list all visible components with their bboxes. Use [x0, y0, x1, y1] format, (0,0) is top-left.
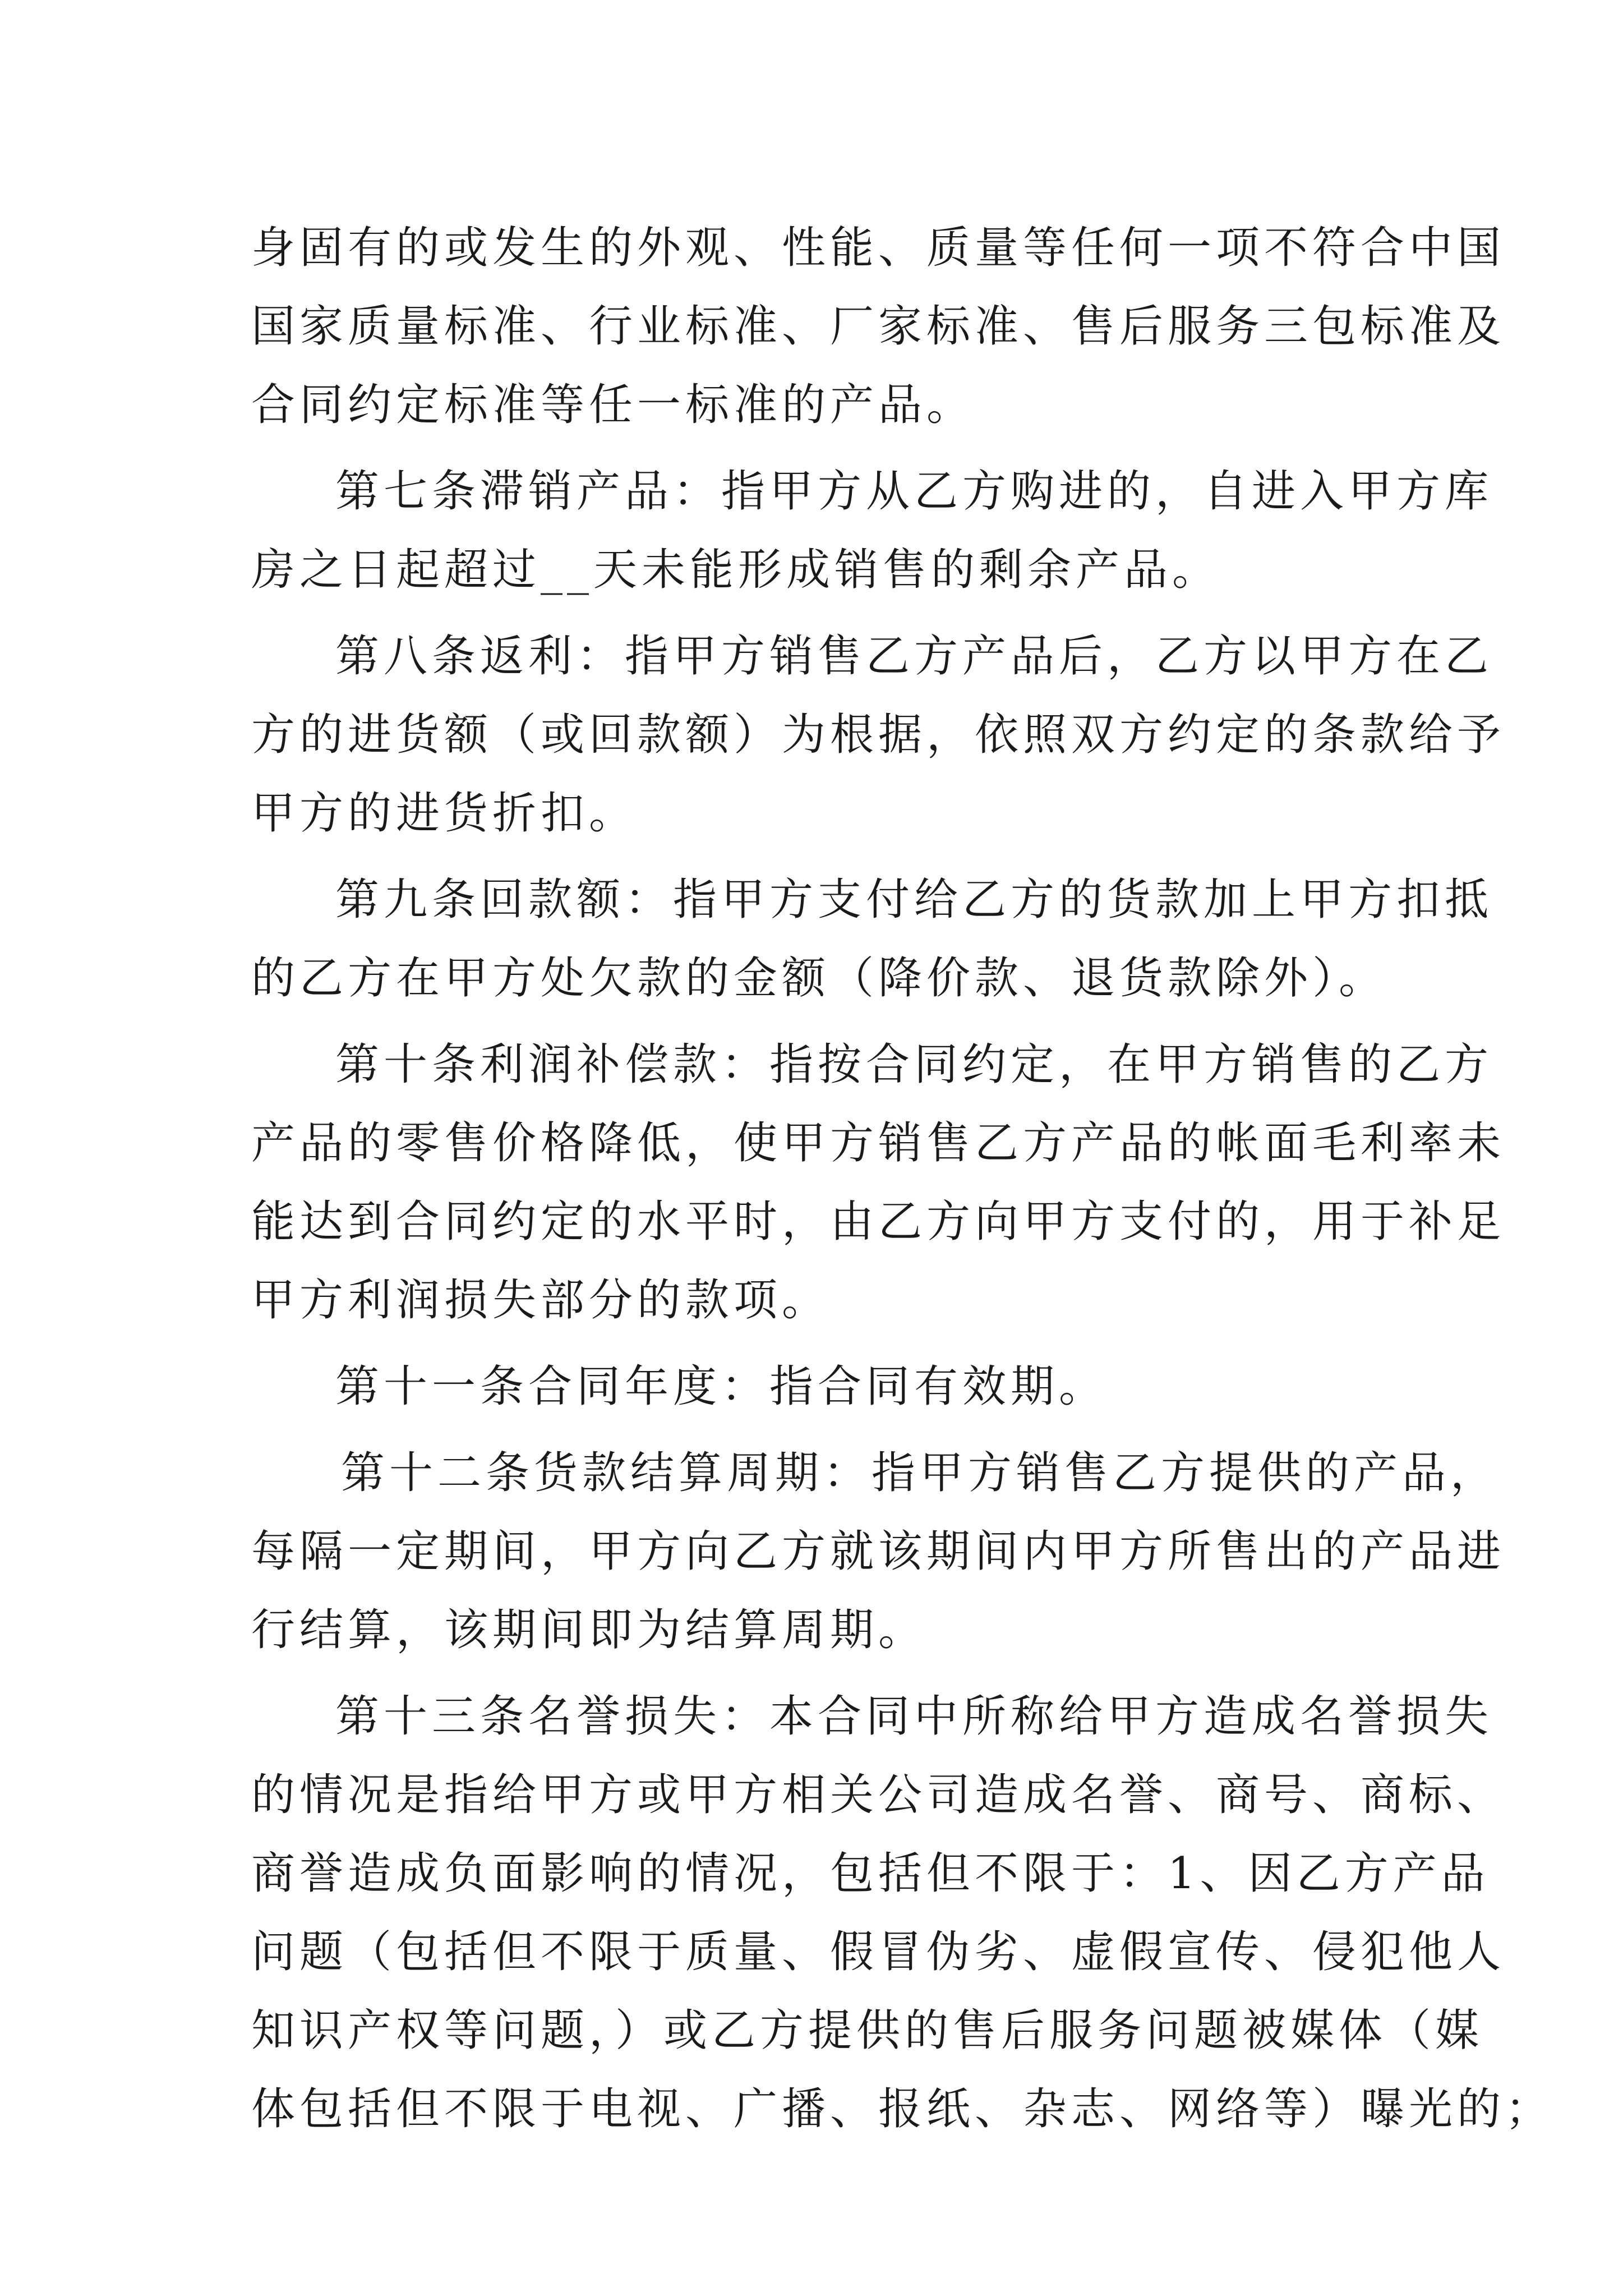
- article-13-line: 第十三条名誉损失：本合同中所称给甲方造成名誉损失: [335, 1691, 1493, 1742]
- document-body: [251, 209, 1554, 2148]
- paragraph-gap: [251, 1669, 1378, 1677]
- text-line: 每隔一定期间，甲方向乙方就该期间内甲方所售出的产品进: [251, 1526, 1506, 1577]
- article-11-line: 第十一条合同年度：指合同有效期。: [335, 1361, 1108, 1412]
- text-line: 能达到合同约定的水平时，由乙方向甲方支付的，用于补足: [251, 1197, 1506, 1247]
- text-line: 体包括但不限于电视、广播、报纸、杂志、网络等）曝光的；: [251, 2084, 1554, 2134]
- paragraph-gap: [251, 1018, 1378, 1025]
- text-line: 的乙方在甲方处欠款的金额（降价款、退货款除外）。: [251, 953, 1387, 1004]
- paragraph-gap: [251, 1426, 1378, 1434]
- text-line: 商誉造成负面影响的情况，包括但不限于：1、因乙方产品: [251, 1848, 1490, 1899]
- text-line: 合同约定标准等任一标准的产品。: [251, 380, 975, 430]
- article-10-line: 第十条利润补偿款：指按合同约定，在甲方销售的乙方: [335, 1039, 1493, 1090]
- text-line: 产品的零售价格降低，使甲方销售乙方产品的帐面毛利率未: [251, 1118, 1506, 1168]
- text-line: 行结算，该期间即为结算周期。: [251, 1605, 927, 1655]
- text-line: 问题（包括但不限于质量、假冒伪劣、虚假宣传、侵犯他人: [251, 1927, 1506, 1977]
- text-line: 房之日起超过__天未能形成销售的剩余产品。: [251, 545, 1221, 595]
- text-line: 的情况是指给甲方或甲方相关公司造成名誉、商号、商标、: [251, 1770, 1506, 1820]
- text-line: 国家质量标准、行业标准、厂家标准、售后服务三包标准及: [251, 301, 1506, 352]
- text-line: 甲方利润损失部分的款项。: [251, 1275, 831, 1326]
- text-line: 甲方的进货折扣。: [251, 788, 638, 839]
- paragraph-gap: [251, 444, 1378, 452]
- article-9-line: 第九条回款额：指甲方支付给乙方的货款加上甲方扣抵: [335, 875, 1493, 925]
- article-12-line: 第十二条货款结算周期：指甲方销售乙方提供的产品，: [341, 1448, 1499, 1498]
- text-line: 方的进货额（或回款额）为根据，依照双方约定的条款给予: [251, 710, 1506, 760]
- article-8-line: 第八条返利：指甲方销售乙方产品后，乙方以甲方在乙: [335, 631, 1493, 682]
- text-line: 知识产权等问题，）或乙方提供的售后服务问题被媒体（媒: [251, 2005, 1484, 2056]
- text-line: 身固有的或发生的外观、性能、质量等任何一项不符合中国: [251, 223, 1506, 273]
- paragraph-gap: [251, 853, 1378, 861]
- article-7-line: 第七条滞销产品：指甲方从乙方购进的，自进入甲方库: [335, 466, 1493, 517]
- paragraph-gap: [251, 609, 1378, 617]
- paragraph-gap: [251, 1340, 1378, 1347]
